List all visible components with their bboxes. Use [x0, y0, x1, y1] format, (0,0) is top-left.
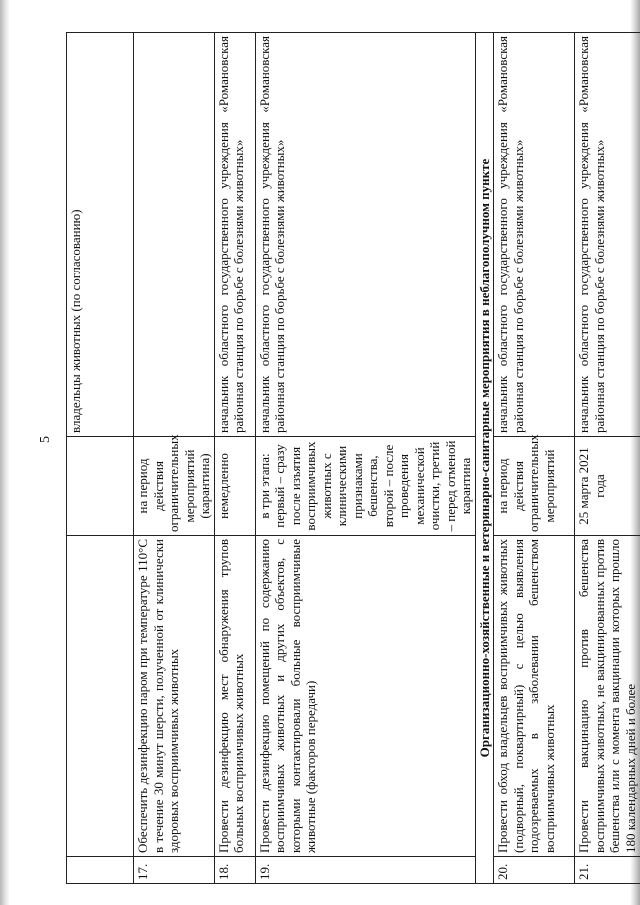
page-number: 5: [38, 436, 53, 443]
row-number: 19.: [255, 857, 475, 884]
row-number: [67, 857, 134, 884]
row-term: на период действия ограничительных мероприятий (карантина): [134, 437, 215, 536]
row-number: 18.: [214, 857, 255, 884]
table-row-17: [134, 33, 215, 884]
row-responsible: владельцы животных (по согласованию): [67, 33, 134, 437]
section-header-row: [475, 33, 494, 884]
row-term: [67, 437, 134, 536]
measures-table: [66, 32, 640, 884]
row-term: 25 марта 2021 года: [575, 437, 640, 536]
table-row-19: [255, 33, 475, 884]
row-term: немедленно: [214, 437, 255, 536]
row-responsible: [134, 33, 215, 437]
row-number: 21.: [575, 857, 640, 884]
row-responsible: начальник областного государственного учреждения «Романовская районная станция по борьбе с болезнями животных»: [214, 33, 255, 437]
row-responsible: начальник областного государственного учреждения «Романовская районная станция по борьбе с болезнями животных»: [494, 33, 575, 437]
table-row-20: [494, 33, 575, 884]
row-task: Обеспечить дезинфекцию паром при температуре 110°С в течение 30 минут шерсти, полученной от клинически здоровых восприимчивых животных: [134, 536, 215, 857]
row-responsible: начальник областного государственного учреждения «Романовская районная станция по борьбе с болезнями животных»: [255, 33, 475, 437]
row-term: в три этапа: первый – сразу после изъятия восприимчивых животных с клиническими признаками бешенства, второй – после проведения механической очистки, третий – перед отменой карантина: [255, 437, 475, 536]
row-task: Провести вакцинацию против бешенства восприимчивых животных, не вакцинированных против бешенства или с момента вакцинации которых прошло 180 календарных дней и более: [575, 536, 640, 857]
row-task: Провести дезинфекцию помещений по содержанию восприимчивых животных и других объектов, с которыми контактировали больные восприимчивые животные (факторов передачи): [255, 536, 475, 857]
table-row-21: [575, 33, 640, 884]
row-task: [67, 536, 134, 857]
row-number: 17.: [134, 857, 215, 884]
table-row-continuation: [67, 33, 134, 884]
scan-edge-left: [0, 0, 10, 905]
row-task: Провести обход владельцев восприимчивых животных (подворный, поквартирный) с целью выявления подозреваемых в заболевании бешенством восприимчивых животных: [494, 536, 575, 857]
row-number: 20.: [494, 857, 575, 884]
rotated-page-content: [66, 32, 638, 884]
row-task: Провести дезинфекцию мест обнаружения трупов больных восприимчивых животных: [214, 536, 255, 857]
row-responsible: начальник областного государственного учреждения «Романовская районная станция по борьбе с болезнями животных»: [575, 33, 640, 437]
row-term: на период действия ограничительных мероприятий: [494, 437, 575, 536]
section-title: Организационно-хозяйственные и ветеринарно-санитарные мероприятия в неблагополучном пункте: [475, 33, 494, 884]
table-row-18: [214, 33, 255, 884]
